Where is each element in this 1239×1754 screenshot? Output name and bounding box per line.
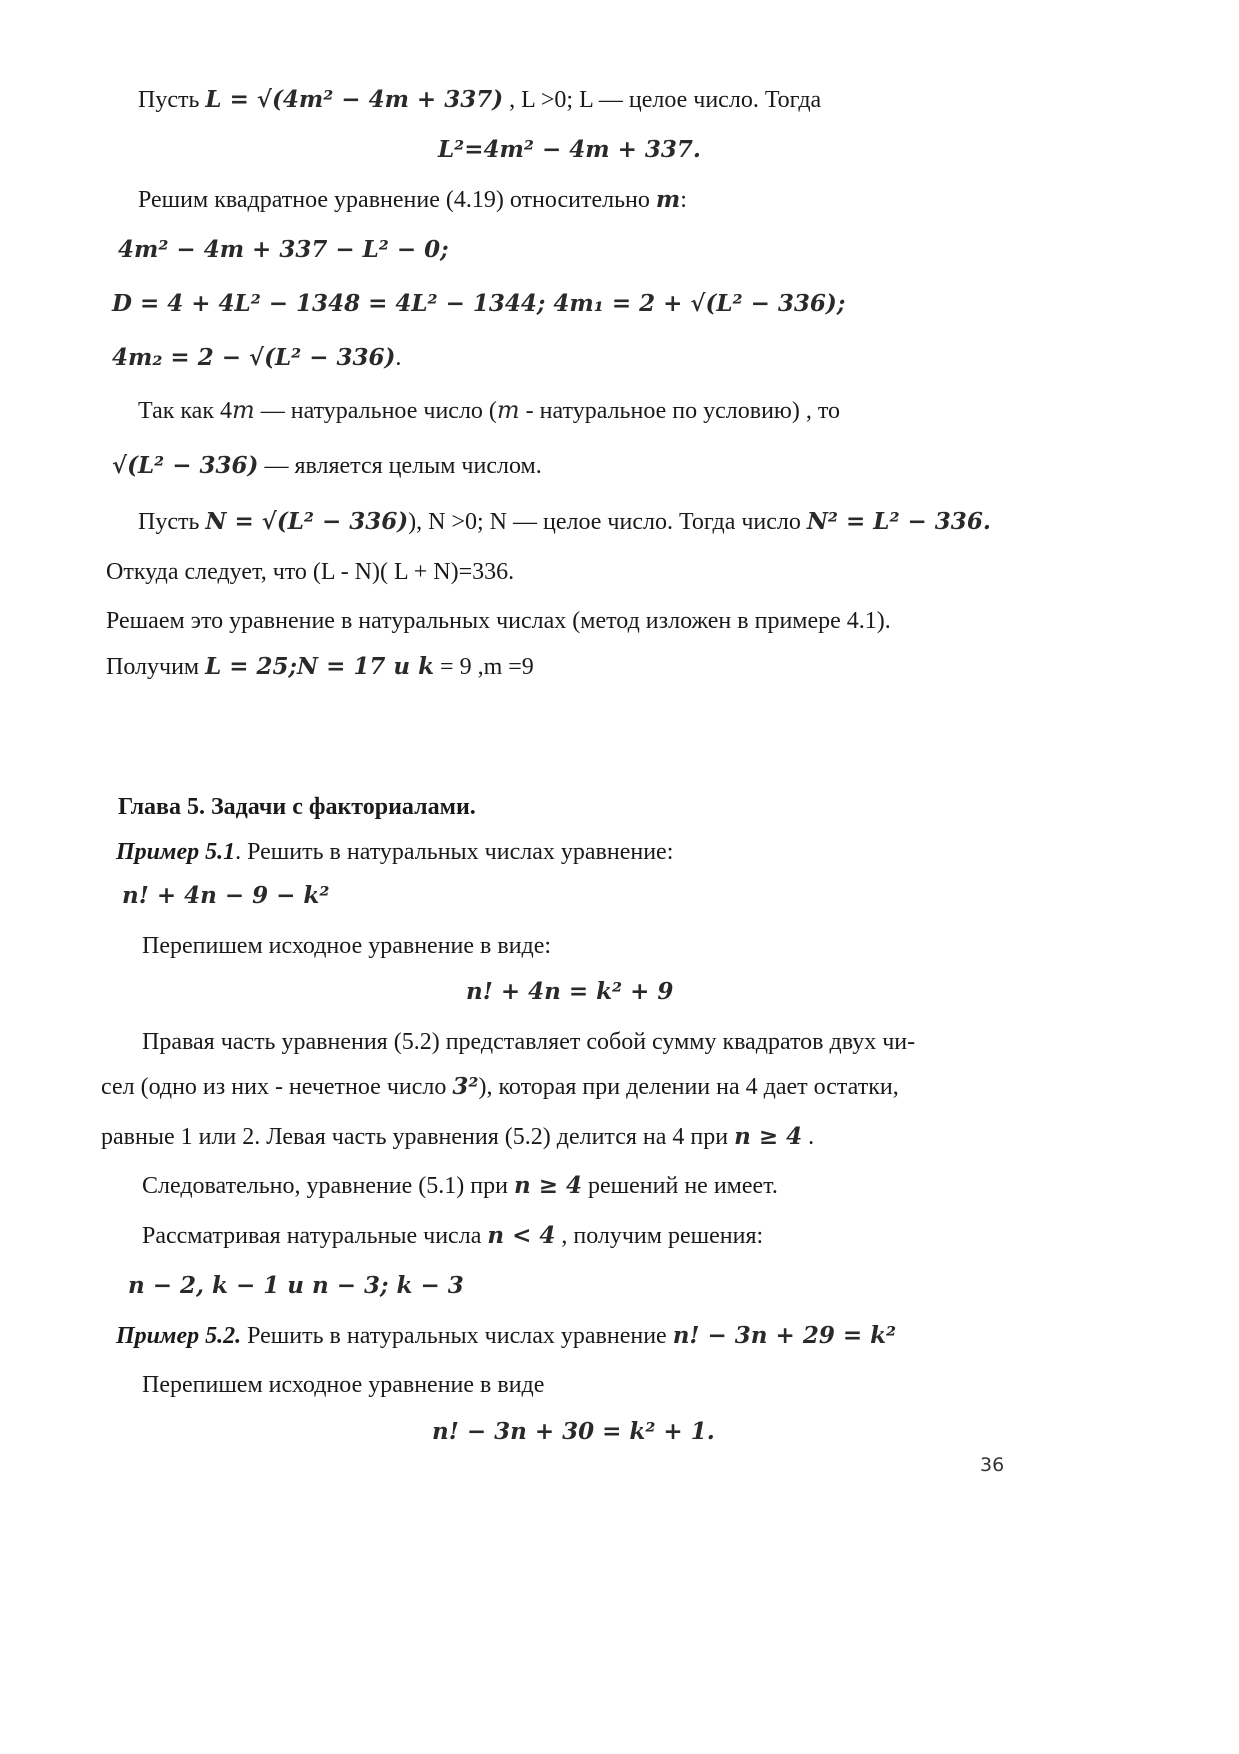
text-line-solve-quadratic: [138, 188, 687, 212]
text: Решим квадратное уравнение (4.19) относительно: [138, 187, 656, 213]
text: сел (одно из них - нечетное число: [101, 1074, 453, 1100]
equation-solutions: [128, 1274, 464, 1298]
text: равные 1 или 2. Левая часть уравнения (5.2) делится на 4 при: [101, 1124, 735, 1150]
math-formula: L = √(4m² − 4m + 337): [205, 86, 504, 113]
text: = 9 ,m =9: [434, 654, 534, 680]
math-formula: n! − 3n + 29 = k²: [672, 1322, 897, 1349]
text: Пусть: [138, 509, 206, 535]
text-line-since-4m: [138, 398, 840, 423]
text: ), N >0; N — целое число. Тогда число: [408, 509, 807, 535]
equation-5-2: [466, 980, 673, 1004]
math-formula: n ≥ 4: [513, 1172, 582, 1199]
text-line-rewrite-2: Перепишем исходное уравнение в виде: [142, 1372, 545, 1398]
math-formula: N² = L² − 336.: [806, 508, 991, 535]
text: . Решить в натуральных числах уравнение:: [235, 839, 674, 865]
example-5-1-statement: [116, 840, 673, 864]
page-number: 36: [980, 1454, 1005, 1476]
text-line-solve-natural: [106, 609, 891, 633]
text: Решить в натуральных числах уравнение: [241, 1323, 673, 1349]
math-formula: D = 4 + 4L² − 1348 = 4L² − 1344; 4m₁ = 2 + √(L² − 336);: [112, 290, 846, 317]
math-formula: √(L² − 336): [112, 452, 259, 479]
text: Получим: [106, 654, 206, 680]
math-formula: n < 4: [487, 1222, 556, 1249]
math-formula: m: [655, 186, 681, 213]
text-line-let-L: [138, 88, 821, 112]
text-line-consider: [142, 1224, 763, 1248]
text: Рассматривая натуральные числа: [142, 1223, 488, 1249]
math-formula: L²=4m² − 4m + 337.: [438, 136, 701, 163]
math-formula: N = √(L² − 336): [205, 508, 409, 535]
math-formula: n! + 4n = k² + 9: [466, 978, 674, 1005]
example-label: Пример 5.2.: [116, 1323, 242, 1349]
text: решений не имеет.: [582, 1173, 778, 1199]
example-5-2-statement: [116, 1324, 896, 1348]
math-formula: 3²: [452, 1073, 479, 1100]
text-line-let-N: [138, 510, 991, 534]
math-var: m: [231, 396, 255, 424]
text: Пусть: [138, 87, 206, 113]
text: .: [802, 1124, 815, 1150]
chapter-heading: Глава 5. Задачи с факториалами.: [118, 794, 476, 820]
paragraph-line-1: Правая часть уравнения (5.2) представляет собой сумму квадратов двух чи-: [142, 1029, 916, 1055]
text: Следовательно, уравнение (5.1) при: [142, 1173, 514, 1199]
text-line-conclusion: [142, 1174, 778, 1198]
math-formula: L = 25;N = 17 и k: [205, 653, 435, 680]
equation-5-1: [122, 884, 329, 908]
math-formula: 4m² − 4m + 337 − L² − 0;: [118, 236, 449, 263]
equation-discriminant: [112, 292, 845, 316]
text: Решаем это уравнение в натуральных числах (метод изложен в примере 4.1).: [106, 608, 891, 634]
text: :: [680, 187, 687, 213]
text: ), которая при делении на 4 дает остатки,: [478, 1074, 899, 1100]
text: Откуда следует, что (L - N)( L + N)=336.: [106, 559, 515, 585]
equation-L-squared: [438, 138, 701, 162]
text-line-integer-root: [112, 454, 542, 478]
example-label: Пример 5.1: [116, 839, 236, 865]
math-formula: n! + 4n − 9 − k²: [122, 882, 330, 909]
equation-m2: [112, 346, 401, 370]
math-formula: n − 2, k − 1 и n − 3; k − 3: [128, 1272, 464, 1299]
text-line-hence: [106, 560, 514, 584]
text: Так как 4: [138, 398, 232, 424]
paragraph-line-3: [101, 1125, 814, 1149]
text: , L >0; L — целое число. Тогда: [503, 87, 822, 113]
math-formula: n! − 3n + 30 = k² + 1.: [432, 1418, 715, 1445]
text-line-rewrite: Перепишем исходное уравнение в виде:: [142, 933, 552, 959]
text: - натуральное по условию) , то: [519, 398, 841, 424]
paragraph-line-2: [101, 1075, 899, 1099]
math-formula: 4m₂ = 2 − √(L² − 336): [112, 344, 396, 371]
math-formula: n ≥ 4: [734, 1123, 803, 1150]
text: — натуральное число (: [254, 398, 497, 424]
equation-rewrite-2: [432, 1420, 715, 1444]
text: — является целым числом.: [258, 453, 542, 479]
text: .: [395, 345, 402, 371]
text: , получим решения:: [555, 1223, 764, 1249]
math-var: m: [496, 396, 520, 424]
equation-quadratic: [118, 238, 449, 262]
text-line-result: [106, 655, 534, 679]
